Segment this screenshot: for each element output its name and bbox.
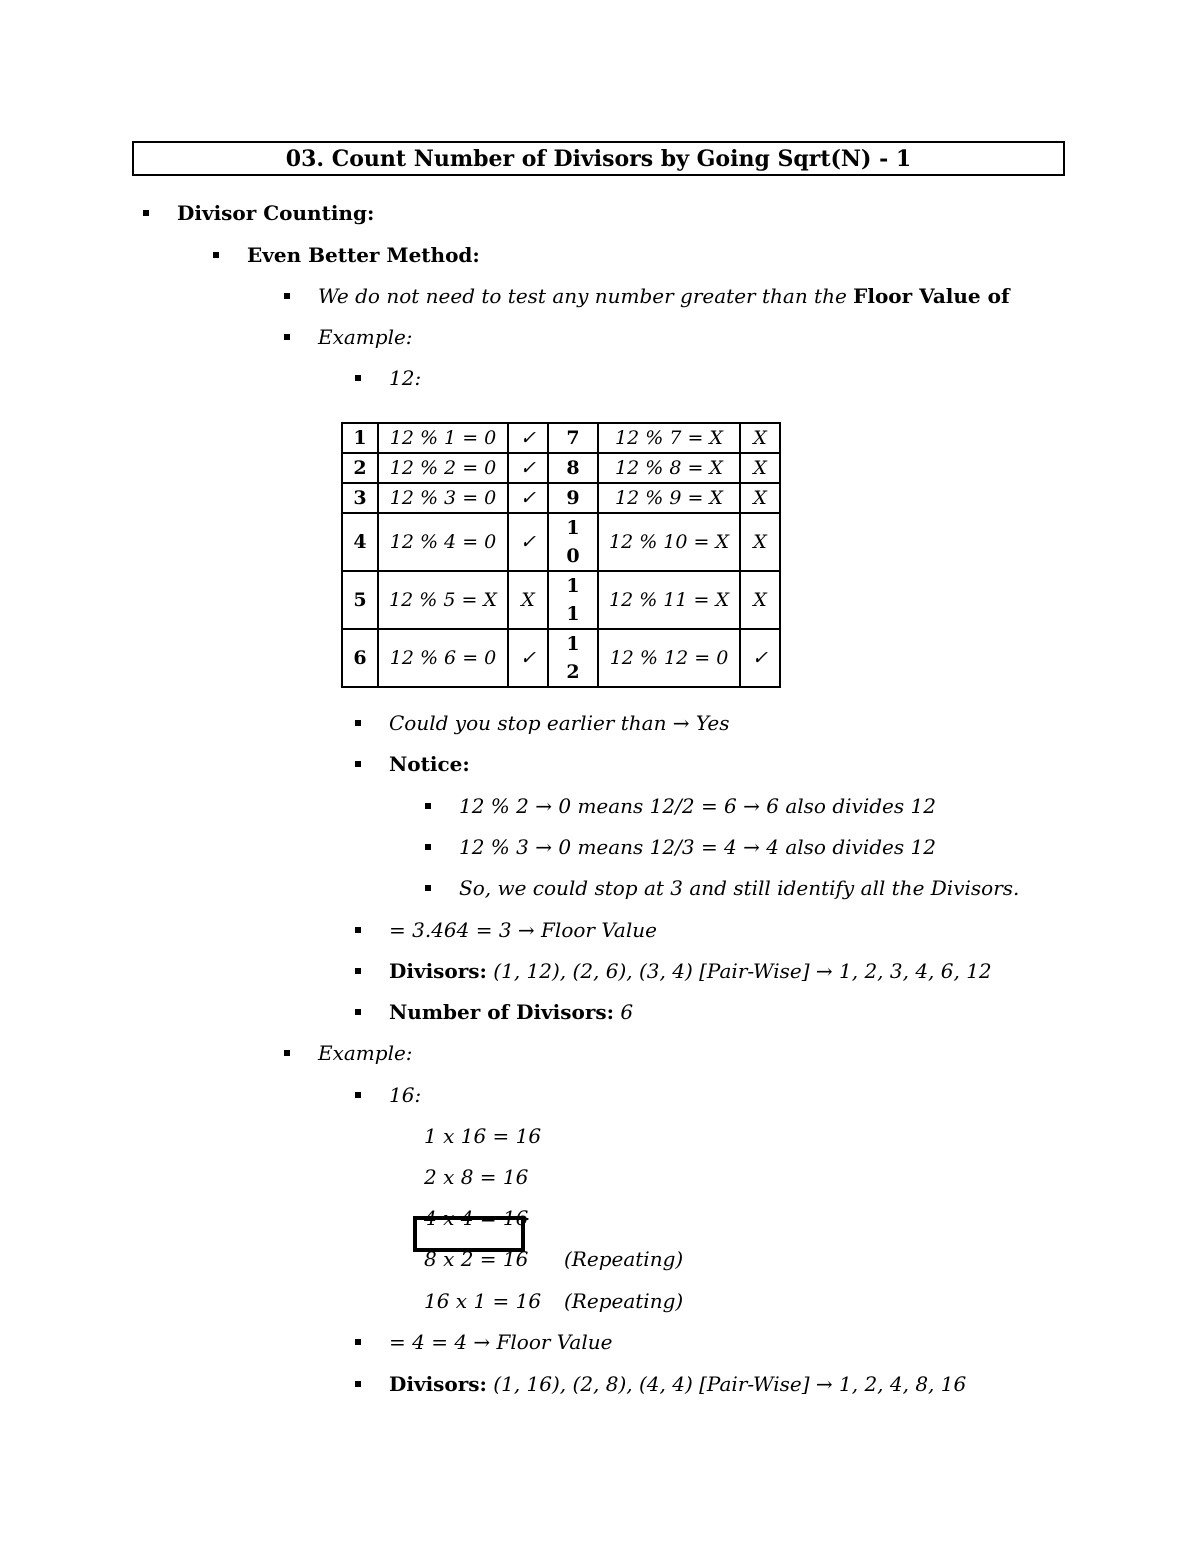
notice-item: So, we could stop at 3 and still identify all the Divisors. — [459, 876, 1020, 900]
table-cell: ✓ — [740, 629, 780, 687]
table-cell: 1 — [342, 423, 378, 453]
product-line: 2 x 8 = 16 — [424, 1165, 529, 1189]
sqrt-12-text: = 3.464 = 3 → Floor Value — [389, 918, 657, 942]
table-cell — [548, 513, 598, 571]
bullet — [355, 968, 361, 974]
divisors-label: Divisors: — [389, 959, 487, 983]
bullet — [355, 761, 361, 767]
bullet — [425, 844, 431, 850]
table-cell — [548, 571, 598, 629]
table-cell: X — [740, 513, 780, 571]
bullet — [284, 1050, 290, 1056]
heading-even-better: Even Better Method: — [247, 243, 480, 267]
product-line: 1 x 16 = 16 — [424, 1124, 542, 1148]
table-cell: X — [740, 483, 780, 513]
divisor-table — [341, 422, 781, 688]
product-line: 4 x 4 = 16 — [424, 1206, 529, 1230]
digit: 0 — [566, 545, 580, 567]
table-cell — [548, 629, 598, 687]
statement-bold: Floor Value of — [853, 284, 1010, 308]
bullet — [284, 293, 290, 299]
floor-value-statement — [318, 284, 1010, 308]
table-row — [342, 453, 780, 483]
statement-italic: We do not need to test any number greater than the — [318, 284, 854, 308]
bullet — [355, 1381, 361, 1387]
table-cell: 12 % 6 = 0 — [378, 629, 508, 687]
table-cell: 5 — [342, 571, 378, 629]
highlight-box — [413, 1216, 525, 1252]
table-cell: 12 % 12 = 0 — [598, 629, 740, 687]
bullet — [355, 720, 361, 726]
digit: 2 — [566, 661, 580, 683]
table-cell: 3 — [342, 483, 378, 513]
table-cell: 4 — [342, 513, 378, 571]
digit: 1 — [566, 633, 580, 655]
bullet — [425, 803, 431, 809]
digit: 1 — [566, 575, 580, 597]
bullet — [425, 885, 431, 891]
table-cell: 9 — [548, 483, 598, 513]
bullet — [284, 334, 290, 340]
product-line: 16 x 1 = 16 — [424, 1289, 542, 1313]
table-cell: 12 % 5 = X — [378, 571, 508, 629]
table-cell: 8 — [548, 453, 598, 483]
table-row — [342, 483, 780, 513]
table-cell: ✓ — [508, 483, 548, 513]
notice-item: 12 % 2 → 0 means 12/2 = 6 → 6 also divides 12 — [459, 794, 936, 818]
divisors-12 — [389, 959, 992, 983]
example-label: Example: — [318, 325, 413, 349]
notice-label: Notice: — [389, 752, 470, 776]
notice-item: 12 % 3 → 0 means 12/3 = 4 → 4 also divides 12 — [459, 835, 936, 859]
table-cell: ✓ — [508, 453, 548, 483]
bullet — [355, 1009, 361, 1015]
table-row — [342, 423, 780, 453]
table-cell: 12 % 11 = X — [598, 571, 740, 629]
table-cell: X — [740, 453, 780, 483]
table-cell: ✓ — [508, 629, 548, 687]
divisors-16 — [389, 1372, 966, 1396]
example-12-label: 12: — [389, 366, 422, 390]
page-title — [132, 141, 1065, 176]
example-label: Example: — [318, 1041, 413, 1065]
stop-earlier-text: Could you stop earlier than → Yes — [389, 711, 730, 735]
divisors-value: (1, 12), (2, 6), (3, 4) [Pair-Wise] → 1, 2, 3, 4, 6, 12 — [486, 959, 992, 983]
number-of-divisors-label: Number of Divisors: — [389, 1000, 615, 1024]
table-cell: 12 % 9 = X — [598, 483, 740, 513]
bullet — [355, 927, 361, 933]
number-of-divisors-12 — [389, 1000, 633, 1024]
bullet — [213, 252, 219, 258]
divisors-value: (1, 16), (2, 8), (4, 4) [Pair-Wise] → 1, 2, 4, 8, 16 — [486, 1372, 967, 1396]
table-cell: 12 % 3 = 0 — [378, 483, 508, 513]
bullet — [355, 1339, 361, 1345]
divisors-label: Divisors: — [389, 1372, 487, 1396]
table-cell: 12 % 2 = 0 — [378, 453, 508, 483]
example-16-label: 16: — [389, 1083, 422, 1107]
repeating-note: (Repeating) — [564, 1289, 684, 1313]
table-row — [342, 629, 780, 687]
table-cell: 12 % 4 = 0 — [378, 513, 508, 571]
table-cell: 2 — [342, 453, 378, 483]
bullet — [143, 210, 149, 216]
product-line: 8 x 2 = 16 — [424, 1247, 529, 1271]
bullet — [355, 375, 361, 381]
bullet — [355, 1092, 361, 1098]
table-cell: X — [740, 571, 780, 629]
table-row — [342, 513, 780, 571]
table-cell: 12 % 7 = X — [598, 423, 740, 453]
page-title-text: 03. Count Number of Divisors by Going Sqrt(N) - 1 — [285, 145, 912, 172]
sqrt-16-text: = 4 = 4 → Floor Value — [389, 1330, 613, 1354]
table-cell: 12 % 10 = X — [598, 513, 740, 571]
table-cell: 12 % 8 = X — [598, 453, 740, 483]
table-cell: X — [508, 571, 548, 629]
digit: 1 — [566, 517, 580, 539]
number-of-divisors-value: 6 — [614, 1000, 634, 1024]
digit: 1 — [566, 603, 580, 625]
table-cell: 6 — [342, 629, 378, 687]
table-cell: 7 — [548, 423, 598, 453]
table-cell: ✓ — [508, 513, 548, 571]
table-cell: ✓ — [508, 423, 548, 453]
table-row — [342, 571, 780, 629]
table-cell: X — [740, 423, 780, 453]
heading-divisor-counting: Divisor Counting: — [177, 201, 375, 225]
table-cell: 12 % 1 = 0 — [378, 423, 508, 453]
repeating-note: (Repeating) — [564, 1247, 684, 1271]
